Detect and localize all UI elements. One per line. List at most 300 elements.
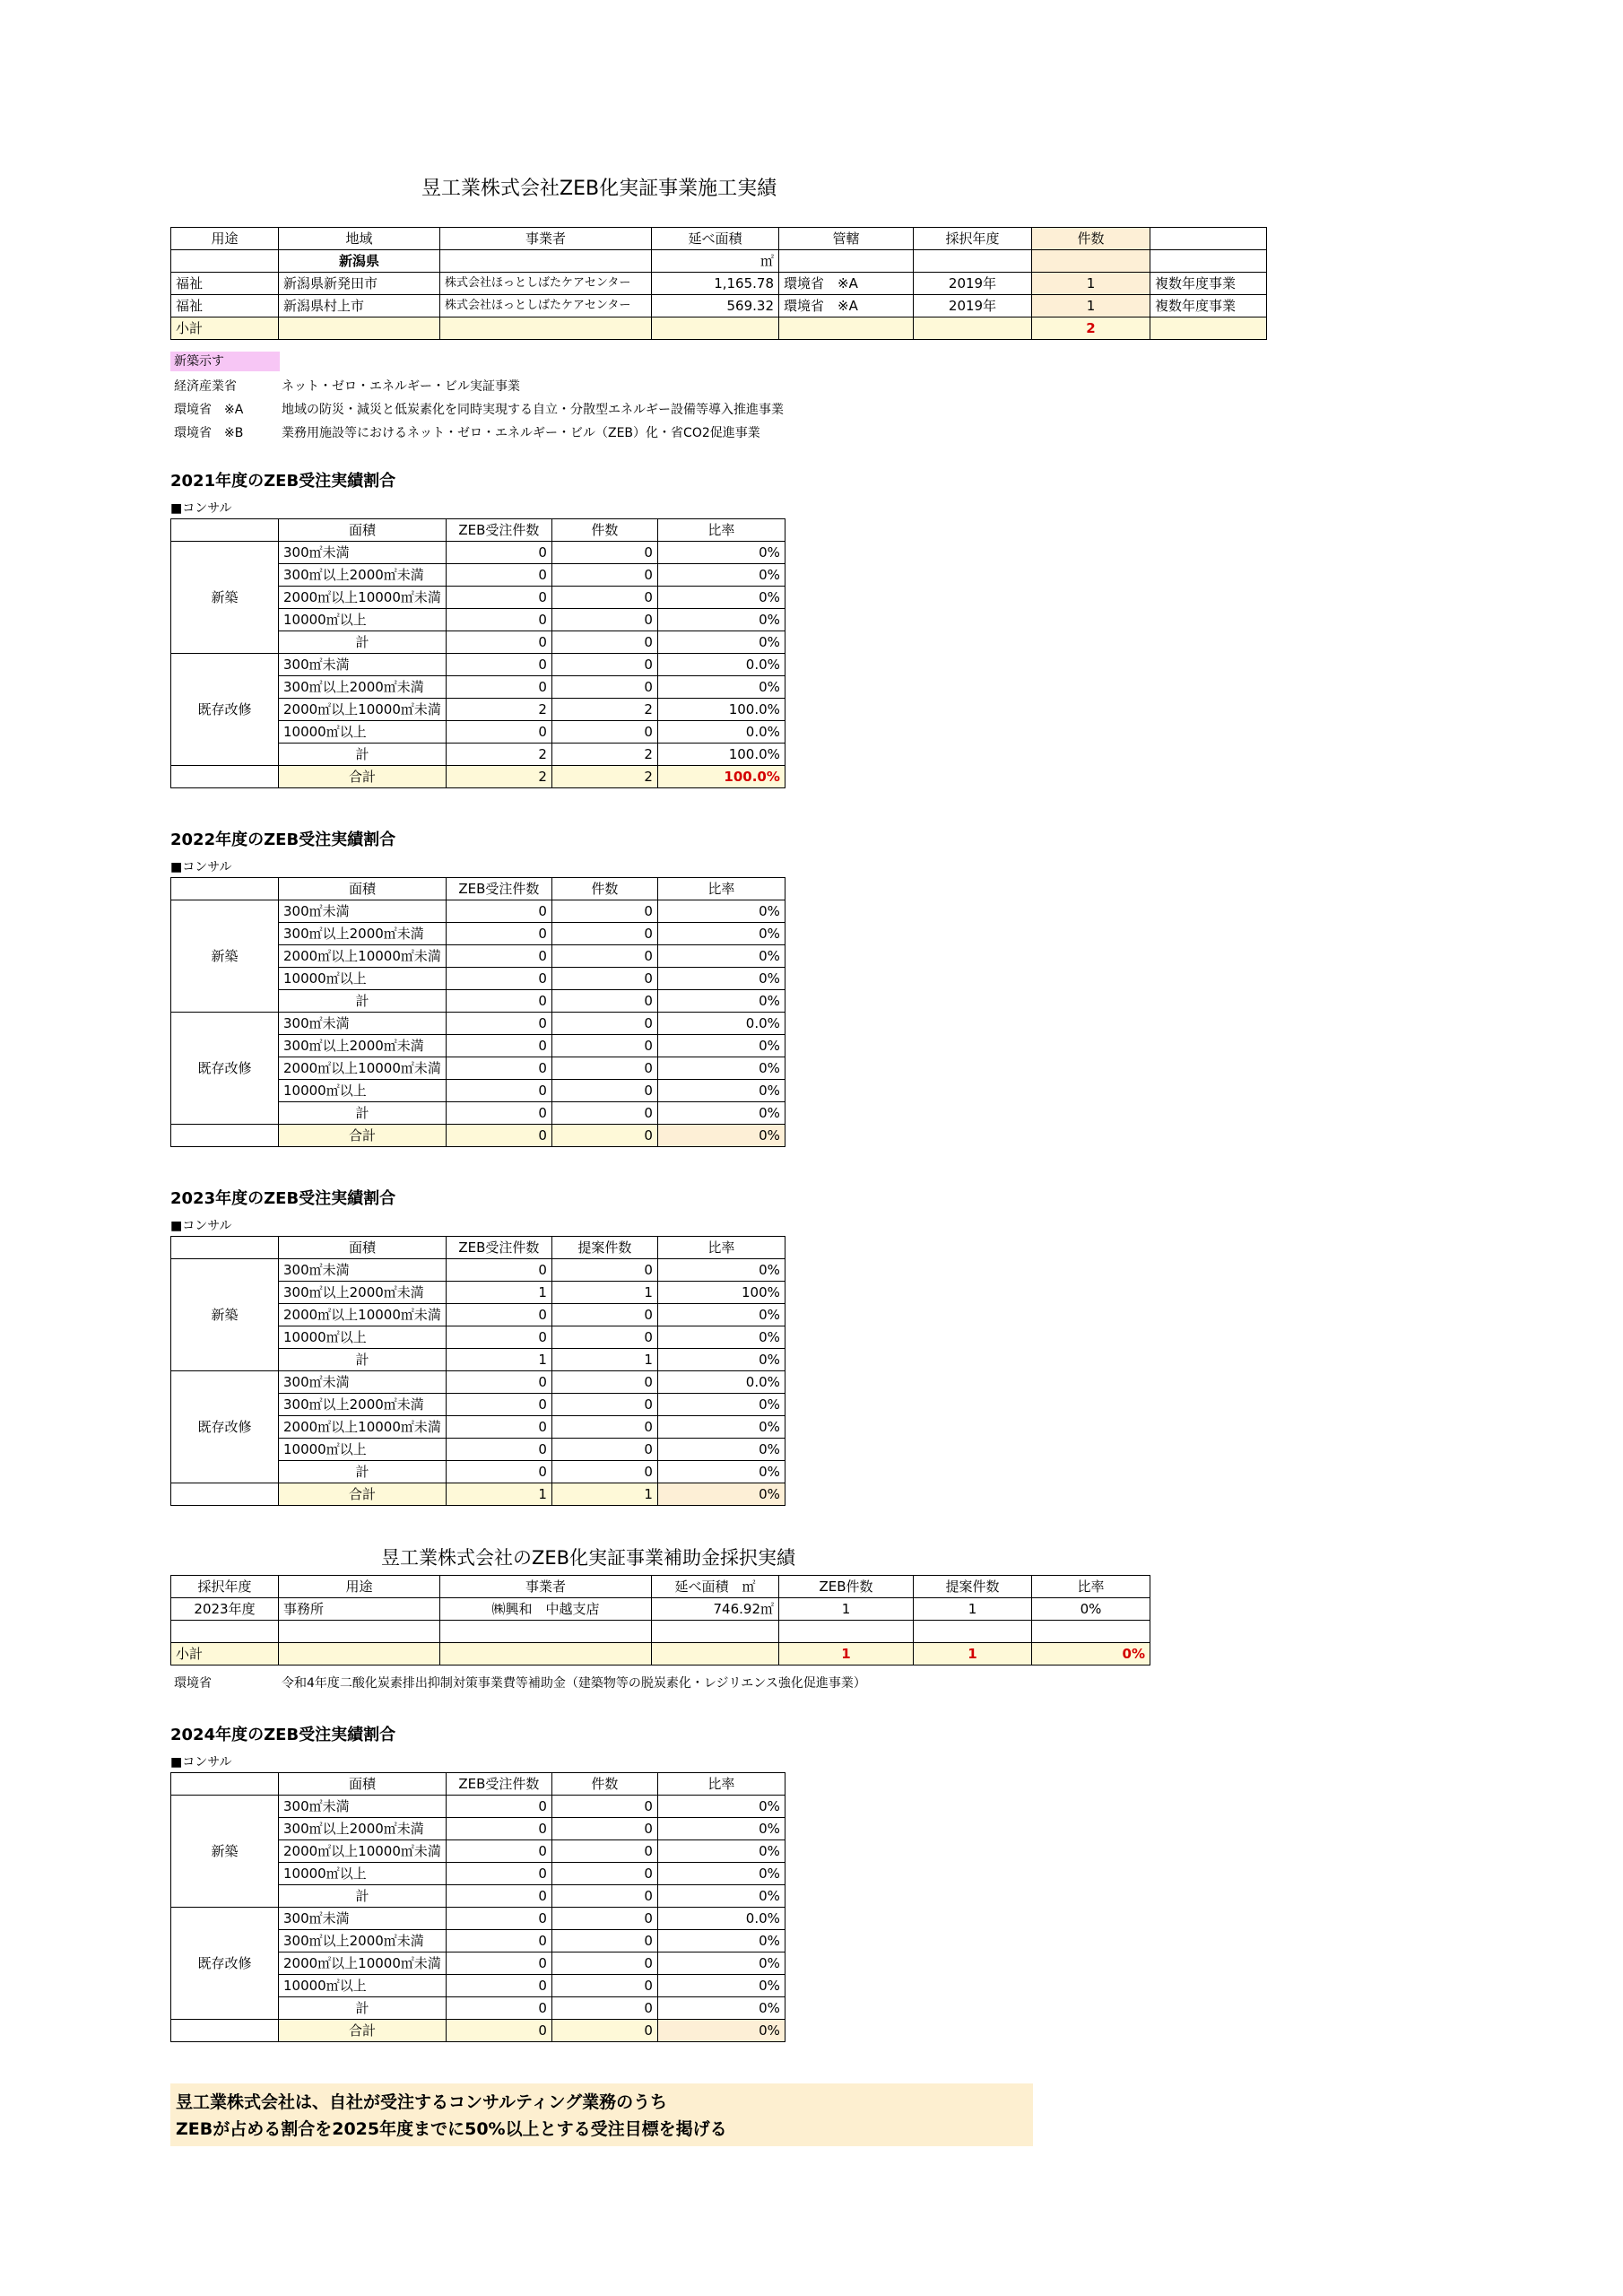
ratio-cell: 0%: [657, 1885, 785, 1908]
cell: [171, 1483, 279, 1506]
total-count: 1: [551, 1483, 657, 1506]
legend-key: 経済産業省: [174, 379, 237, 394]
zeb-count-cell: 0: [446, 654, 551, 676]
subsidy-cell: 2023年度: [171, 1598, 279, 1621]
count-cell: 0: [551, 1102, 657, 1125]
subsidy-cell: 1: [914, 1598, 1032, 1621]
column-header: [171, 1773, 279, 1796]
group-label: 既存改修: [171, 654, 279, 766]
group-label: 新築: [171, 900, 279, 1013]
ratio-cell: 0%: [657, 1057, 785, 1080]
ratio-cell: 0%: [657, 1796, 785, 1818]
area-range-cell: 300㎡未満: [279, 1013, 447, 1035]
ratio-section-2021: [170, 468, 785, 788]
column-header: [1150, 228, 1267, 250]
column-header: 比率: [657, 1773, 785, 1796]
count-cell: 0: [551, 1796, 657, 1818]
table-row: [171, 1013, 785, 1035]
total-ratio: 0%: [657, 1125, 785, 1147]
column-header: ZEB受注件数: [446, 878, 551, 900]
total-zeb-count: 2: [446, 766, 551, 788]
ratio-cell: 0%: [657, 609, 785, 631]
ratio-table: [170, 1772, 785, 2042]
construction-row: [171, 295, 1267, 317]
zeb-count-cell: 0: [446, 1080, 551, 1102]
column-header: [171, 1237, 279, 1259]
area-range-cell: 計: [279, 744, 447, 766]
subtotal-label: 小計: [171, 317, 279, 340]
section-subtitle: ■コンサル: [170, 501, 232, 516]
total-count: 0: [551, 2020, 657, 2042]
total-label: 合計: [279, 2020, 447, 2042]
count-cell: 0: [551, 923, 657, 945]
zeb-count-cell: 0: [446, 721, 551, 744]
cell: [279, 317, 440, 340]
ratio-cell: 0.0%: [657, 1371, 785, 1394]
ratio-table: [170, 1236, 785, 1506]
count-cell: 0: [551, 1371, 657, 1394]
area-range-cell: 300㎡以上2000㎡未満: [279, 1930, 447, 1952]
area-range-cell: 10000㎡以上: [279, 609, 447, 631]
total-ratio: 100.0%: [657, 766, 785, 788]
ratio-cell: 0%: [657, 1840, 785, 1863]
column-header: 比率: [1032, 1576, 1150, 1598]
area-range-cell: 計: [279, 1461, 447, 1483]
cell: [171, 2020, 279, 2042]
zeb-count-cell: 1: [446, 1349, 551, 1371]
cell: [279, 1621, 440, 1643]
cell: [440, 1621, 652, 1643]
cell: [440, 250, 652, 273]
column-header: ZEB受注件数: [446, 519, 551, 542]
column-header: 地域: [279, 228, 440, 250]
section-subtitle: ■コンサル: [170, 1219, 232, 1233]
legend-key: 環境省 ※A: [174, 403, 244, 417]
new-build-marker: 新築示す: [170, 352, 280, 371]
section-subtitle: ■コンサル: [170, 1755, 232, 1770]
count-cell: 0: [551, 1416, 657, 1439]
zeb-count-cell: 0: [446, 1304, 551, 1326]
area-range-cell: 2000㎡以上10000㎡未満: [279, 1057, 447, 1080]
zeb-count-cell: 0: [446, 1461, 551, 1483]
count-cell: 0: [551, 1259, 657, 1282]
ratio-cell: 0%: [657, 1439, 785, 1461]
count-cell: 0: [551, 1080, 657, 1102]
count-cell: 0: [551, 721, 657, 744]
cell: [779, 250, 914, 273]
cell: [171, 1125, 279, 1147]
zeb-count-cell: 0: [446, 1908, 551, 1930]
subsidy-note-value: 令和4年度二酸化炭素排出抑制対策事業費等補助金（建築物等の脱炭素化・レジリエンス強化促進事業）: [282, 1676, 866, 1691]
goal-statement: [170, 2083, 1033, 2146]
note-cell: 複数年度事業: [1150, 273, 1267, 295]
legend-line: [174, 422, 981, 445]
area-range-cell: 計: [279, 1349, 447, 1371]
table-row: [171, 1371, 785, 1394]
subsidy-subtotal-proposal: 1: [914, 1643, 1032, 1665]
area-range-cell: 2000㎡以上10000㎡未満: [279, 1304, 447, 1326]
count-cell: 0: [551, 945, 657, 968]
area-range-cell: 300㎡未満: [279, 1371, 447, 1394]
ratio-cell: 0%: [657, 900, 785, 923]
ratio-cell: 0%: [657, 1461, 785, 1483]
count-cell: 0: [551, 900, 657, 923]
zeb-count-cell: 0: [446, 1394, 551, 1416]
column-header: 事業者: [440, 228, 652, 250]
section-subtitle: ■コンサル: [170, 860, 232, 874]
column-header: 件数: [1032, 228, 1150, 250]
area-range-cell: 計: [279, 1997, 447, 2020]
ratio-cell: 0%: [657, 1349, 785, 1371]
subtotal-count: 2: [1032, 317, 1150, 340]
table-row: [171, 900, 785, 923]
count-cell: 0: [551, 1326, 657, 1349]
use-cell: 福祉: [171, 295, 279, 317]
goal-line-2: ZEBが占める割合を2025年度までに50%以上とする受注目標を掲げる: [176, 2119, 727, 2139]
table-row: [171, 1908, 785, 1930]
column-header: 延べ面積: [652, 228, 779, 250]
floor-area-cell: 569.32: [652, 295, 779, 317]
group-label: 新築: [171, 1796, 279, 1908]
ratio-cell: 0.0%: [657, 721, 785, 744]
count-cell: 0: [551, 1908, 657, 1930]
cell: [440, 1643, 652, 1665]
zeb-count-cell: 0: [446, 1013, 551, 1035]
count-cell: 0: [551, 1840, 657, 1863]
note-cell: 複数年度事業: [1150, 295, 1267, 317]
zeb-count-cell: 0: [446, 1102, 551, 1125]
section-title: 2023年度のZEB受注実績割合: [170, 1189, 396, 1208]
cell: [171, 766, 279, 788]
column-header: 件数: [551, 519, 657, 542]
ratio-cell: 0%: [657, 1416, 785, 1439]
count-cell: 0: [551, 1035, 657, 1057]
total-label: 合計: [279, 1483, 447, 1506]
subsidy-note-key: 環境省: [174, 1676, 212, 1691]
column-header: 面積: [279, 878, 447, 900]
table-row: [171, 1259, 785, 1282]
column-header: ZEB受注件数: [446, 1237, 551, 1259]
year-cell: 2019年: [914, 273, 1032, 295]
area-range-cell: 300㎡以上2000㎡未満: [279, 1394, 447, 1416]
ratio-cell: 100.0%: [657, 744, 785, 766]
section-title: 2022年度のZEB受注実績割合: [170, 831, 396, 849]
count-cell: 1: [1032, 273, 1150, 295]
area-range-cell: 2000㎡以上10000㎡未満: [279, 945, 447, 968]
ratio-cell: 0%: [657, 1997, 785, 2020]
count-cell: 0: [551, 968, 657, 990]
subsidy-subtotal-ratio: 0%: [1032, 1643, 1150, 1665]
table-row: [171, 1796, 785, 1818]
zeb-count-cell: 0: [446, 990, 551, 1013]
subsidy-title: 昱工業株式会社のZEB化実証事業補助金採択実績: [381, 1547, 796, 1569]
ratio-cell: 0%: [657, 945, 785, 968]
total-count: 0: [551, 1125, 657, 1147]
subsidy-cell: 0%: [1032, 1598, 1150, 1621]
group-label: 新築: [171, 1259, 279, 1371]
count-cell: 1: [551, 1282, 657, 1304]
area-range-cell: 10000㎡以上: [279, 1326, 447, 1349]
region-label: 新潟県: [279, 250, 440, 273]
count-cell: 0: [551, 631, 657, 654]
count-cell: 1: [551, 1349, 657, 1371]
area-range-cell: 10000㎡以上: [279, 1080, 447, 1102]
area-range-cell: 10000㎡以上: [279, 1439, 447, 1461]
area-range-cell: 10000㎡以上: [279, 1863, 447, 1885]
table-row: [171, 654, 785, 676]
zeb-count-cell: 0: [446, 945, 551, 968]
cell: [1150, 317, 1267, 340]
area-range-cell: 300㎡以上2000㎡未満: [279, 564, 447, 587]
column-header: 比率: [657, 878, 785, 900]
area-range-cell: 300㎡以上2000㎡未満: [279, 676, 447, 699]
count-cell: 0: [551, 542, 657, 564]
group-label: 既存改修: [171, 1908, 279, 2020]
section-title: 2024年度のZEB受注実績割合: [170, 1726, 396, 1744]
column-header: [171, 519, 279, 542]
zeb-count-cell: 0: [446, 1975, 551, 1997]
column-header: 面積: [279, 1237, 447, 1259]
location-cell: 新潟県村上市: [279, 295, 440, 317]
zeb-count-cell: 0: [446, 1952, 551, 1975]
construction-table: [170, 227, 1267, 340]
ratio-table: [170, 518, 785, 788]
count-cell: 0: [551, 1013, 657, 1035]
column-header: 事業者: [440, 1576, 652, 1598]
cell: [171, 250, 279, 273]
area-range-cell: 300㎡以上2000㎡未満: [279, 1818, 447, 1840]
column-header: 面積: [279, 519, 447, 542]
area-range-cell: 計: [279, 631, 447, 654]
cell: [914, 250, 1032, 273]
legend-line: [174, 375, 981, 398]
count-cell: 2: [551, 744, 657, 766]
column-header: 比率: [657, 1237, 785, 1259]
zeb-count-cell: 0: [446, 1416, 551, 1439]
ratio-cell: 0%: [657, 1863, 785, 1885]
area-range-cell: 300㎡以上2000㎡未満: [279, 923, 447, 945]
zeb-count-cell: 0: [446, 1930, 551, 1952]
total-zeb-count: 0: [446, 1125, 551, 1147]
column-header: 提案件数: [551, 1237, 657, 1259]
column-header: ZEB受注件数: [446, 1773, 551, 1796]
area-range-cell: 300㎡未満: [279, 542, 447, 564]
column-header: 用途: [171, 228, 279, 250]
column-header: 採択年度: [914, 228, 1032, 250]
legend-value: ネット・ゼロ・エネルギー・ビル実証事業: [282, 379, 520, 394]
zeb-count-cell: 0: [446, 1035, 551, 1057]
count-cell: 0: [551, 654, 657, 676]
year-cell: 2019年: [914, 295, 1032, 317]
count-cell: 0: [551, 1461, 657, 1483]
subsidy-subtotal-zeb: 1: [779, 1643, 914, 1665]
zeb-count-cell: 0: [446, 587, 551, 609]
zeb-count-cell: 0: [446, 1840, 551, 1863]
total-label: 合計: [279, 1125, 447, 1147]
group-label: 既存改修: [171, 1013, 279, 1125]
cell: [279, 1643, 440, 1665]
subsidy-cell: 1: [779, 1598, 914, 1621]
count-cell: 0: [551, 1057, 657, 1080]
ratio-section-2023: [170, 1186, 785, 1506]
column-header: 提案件数: [914, 1576, 1032, 1598]
area-range-cell: 300㎡未満: [279, 1908, 447, 1930]
zeb-count-cell: 0: [446, 676, 551, 699]
ratio-cell: 0.0%: [657, 1908, 785, 1930]
count-cell: 0: [551, 1818, 657, 1840]
cell: [779, 317, 914, 340]
count-cell: 0: [551, 1885, 657, 1908]
zeb-count-cell: 2: [446, 744, 551, 766]
ratio-cell: 0%: [657, 1394, 785, 1416]
ratio-cell: 100.0%: [657, 699, 785, 721]
count-cell: 0: [551, 1952, 657, 1975]
area-range-cell: 2000㎡以上10000㎡未満: [279, 699, 447, 721]
ratio-cell: 0%: [657, 1080, 785, 1102]
cell: [779, 1621, 914, 1643]
total-label: 合計: [279, 766, 447, 788]
subsidy-cell: 746.92㎡: [652, 1598, 779, 1621]
legend: [174, 375, 981, 445]
ratio-cell: 0%: [657, 1930, 785, 1952]
zeb-count-cell: 1: [446, 1282, 551, 1304]
zeb-count-cell: 0: [446, 1997, 551, 2020]
subsidy-cell: 事務所: [279, 1598, 440, 1621]
area-range-cell: 300㎡以上2000㎡未満: [279, 1035, 447, 1057]
area-range-cell: 2000㎡以上10000㎡未満: [279, 1840, 447, 1863]
zeb-count-cell: 2: [446, 699, 551, 721]
legend-key: 環境省 ※B: [174, 426, 244, 440]
total-ratio: 0%: [657, 2020, 785, 2042]
area-range-cell: 300㎡未満: [279, 1796, 447, 1818]
ratio-cell: 0%: [657, 1304, 785, 1326]
ratio-cell: 0.0%: [657, 654, 785, 676]
subsidy-cell: ㈱興和 中越支店: [440, 1598, 652, 1621]
count-cell: 0: [551, 564, 657, 587]
location-cell: 新潟県新発田市: [279, 273, 440, 295]
zeb-count-cell: 0: [446, 1796, 551, 1818]
ratio-cell: 0%: [657, 1952, 785, 1975]
count-cell: 0: [551, 1394, 657, 1416]
ratio-cell: 0%: [657, 1326, 785, 1349]
ratio-cell: 0%: [657, 1975, 785, 1997]
cell: [1150, 250, 1267, 273]
zeb-count-cell: 0: [446, 900, 551, 923]
ratio-table: [170, 877, 785, 1147]
ratio-cell: 0%: [657, 1818, 785, 1840]
column-header: 用途: [279, 1576, 440, 1598]
zeb-count-cell: 0: [446, 1259, 551, 1282]
column-header: 件数: [551, 1773, 657, 1796]
count-cell: 0: [551, 609, 657, 631]
jurisdiction-cell: 環境省 ※A: [779, 273, 914, 295]
column-header: 件数: [551, 878, 657, 900]
legend-line: [174, 398, 981, 422]
count-cell: 0: [551, 1997, 657, 2020]
ratio-cell: 0%: [657, 676, 785, 699]
ratio-section-2022: [170, 827, 785, 1147]
total-row: [171, 1483, 785, 1506]
zeb-count-cell: 0: [446, 1326, 551, 1349]
count-cell: 0: [551, 990, 657, 1013]
section-title: 2021年度のZEB受注実績割合: [170, 472, 396, 491]
total-zeb-count: 1: [446, 1483, 551, 1506]
zeb-count-cell: 0: [446, 1057, 551, 1080]
cell: [1032, 250, 1150, 273]
zeb-count-cell: 0: [446, 1371, 551, 1394]
total-row: [171, 766, 785, 788]
cell: [652, 317, 779, 340]
area-range-cell: 計: [279, 1102, 447, 1125]
ratio-cell: 0%: [657, 923, 785, 945]
ratio-cell: 0%: [657, 542, 785, 564]
ratio-cell: 0%: [657, 587, 785, 609]
cell: [1032, 1621, 1150, 1643]
column-header: 管轄: [779, 228, 914, 250]
cell: [171, 1621, 279, 1643]
ratio-section-2024: [170, 1722, 785, 2042]
table-row: [171, 542, 785, 564]
cell: [914, 317, 1032, 340]
total-row: [171, 2020, 785, 2042]
total-zeb-count: 0: [446, 2020, 551, 2042]
area-range-cell: 10000㎡以上: [279, 721, 447, 744]
area-range-cell: 300㎡以上2000㎡未満: [279, 1282, 447, 1304]
group-label: 既存改修: [171, 1371, 279, 1483]
zeb-count-cell: 0: [446, 542, 551, 564]
ratio-cell: 0%: [657, 968, 785, 990]
cell: [440, 317, 652, 340]
column-header: ZEB件数: [779, 1576, 914, 1598]
ratio-cell: 0%: [657, 1035, 785, 1057]
column-header: [171, 878, 279, 900]
zeb-count-cell: 0: [446, 1818, 551, 1840]
company-cell: 株式会社ほっとしばたケアセンター: [440, 295, 652, 317]
zeb-count-cell: 0: [446, 631, 551, 654]
zeb-count-cell: 0: [446, 968, 551, 990]
total-ratio: 0%: [657, 1483, 785, 1506]
count-cell: 1: [1032, 295, 1150, 317]
area-range-cell: 2000㎡以上10000㎡未満: [279, 1416, 447, 1439]
zeb-count-cell: 0: [446, 609, 551, 631]
column-header: 比率: [657, 519, 785, 542]
subsidy-table: [170, 1575, 1150, 1665]
company-cell: 株式会社ほっとしばたケアセンター: [440, 273, 652, 295]
ratio-cell: 0.0%: [657, 1013, 785, 1035]
goal-line-1: 昱工業株式会社は、自社が受注するコンサルティング業務のうち: [176, 2092, 668, 2112]
jurisdiction-cell: 環境省 ※A: [779, 295, 914, 317]
use-cell: 福祉: [171, 273, 279, 295]
zeb-count-cell: 0: [446, 1439, 551, 1461]
count-cell: 0: [551, 676, 657, 699]
zeb-count-cell: 0: [446, 923, 551, 945]
area-range-cell: 300㎡未満: [279, 900, 447, 923]
count-cell: 0: [551, 1930, 657, 1952]
total-count: 2: [551, 766, 657, 788]
ratio-cell: 100%: [657, 1282, 785, 1304]
ratio-cell: 0%: [657, 1259, 785, 1282]
area-range-cell: 計: [279, 990, 447, 1013]
total-row: [171, 1125, 785, 1147]
ratio-cell: 0%: [657, 564, 785, 587]
area-range-cell: 計: [279, 1885, 447, 1908]
column-header: 延べ面積 ㎡: [652, 1576, 779, 1598]
zeb-count-cell: 0: [446, 1885, 551, 1908]
count-cell: 0: [551, 1439, 657, 1461]
cell: [914, 1621, 1032, 1643]
count-cell: 0: [551, 1863, 657, 1885]
zeb-count-cell: 0: [446, 1863, 551, 1885]
